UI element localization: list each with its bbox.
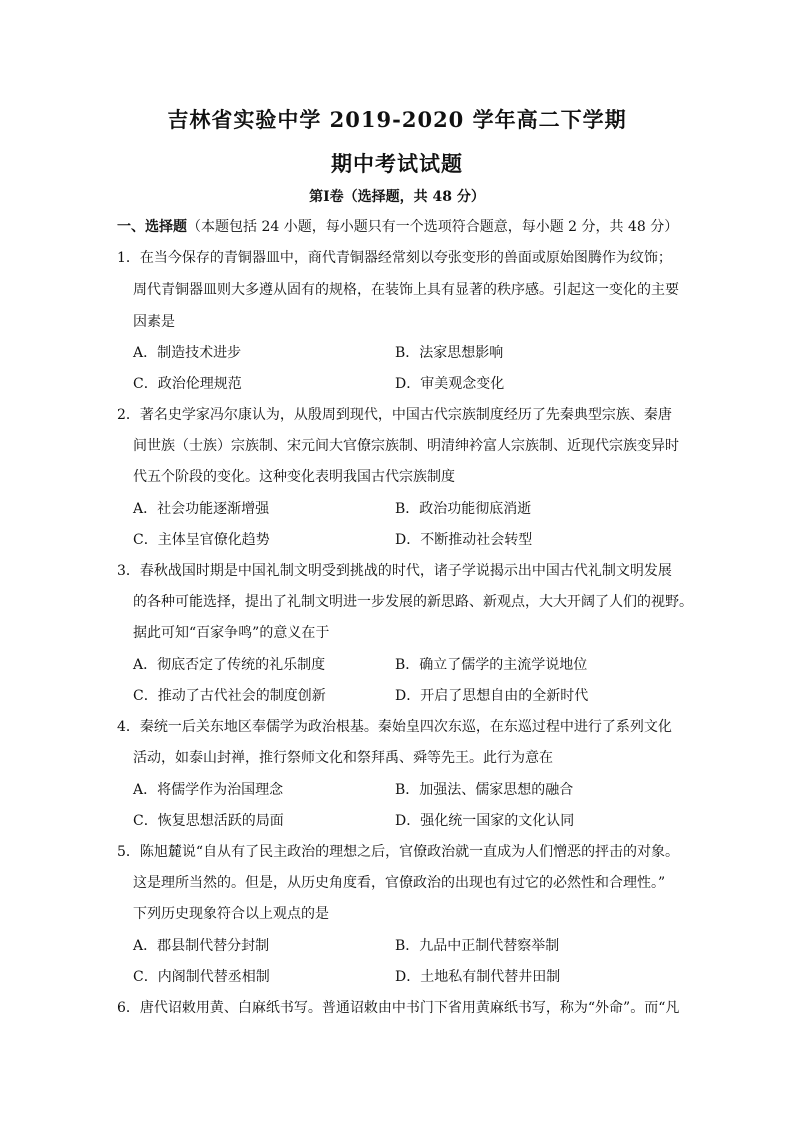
question-5-option-a: A．郡县制代替分封制 (133, 938, 270, 954)
question-2-line-3: 代五个阶段的变化。这种变化表明我国古代宗族制度 (133, 469, 455, 485)
part-title: 第Ⅰ卷（选择题，共 48 分） (309, 189, 485, 205)
section-heading (117, 216, 757, 236)
question-4-line-2: 活动，如泰山封禅，推行祭师文化和祭拜禹、舜等先王。此行为意在 (133, 750, 553, 766)
section-instruction: （本题包括 24 小题，每小题只有一个选项符合题意，每小题 2 分，共 48 分） (187, 219, 679, 235)
question-4-option-d: D．强化统一国家的文化认同 (395, 813, 575, 829)
section-label: 一、选择题 (117, 219, 187, 235)
question-1-option-a: A．制造技术进步 (133, 345, 242, 361)
question-3-line-2: 的各种可能选择，提出了礼制文明进一步发展的新思路、新观点，大大开阔了人们的视野。 (133, 594, 693, 610)
question-4-option-b: B．加强法、儒家思想的融合 (395, 782, 574, 798)
question-5-line-2: 这是理所当然的。但是，从历史角度看，官僚政治的出现也有过它的必然性和合理性。” (133, 875, 666, 891)
question-5-option-c: C．内阁制代替丞相制 (133, 969, 270, 985)
question-3-line-1: 3．春秋战国时期是中国礼制文明受到挑战的时代，诸子学说揭示出中国古代礼制文明发展 (117, 563, 672, 579)
question-5-line-3: 下列历史现象符合以上观点的是 (133, 906, 329, 922)
exam-subtitle: 期中考试试题 (331, 151, 463, 176)
question-1-option-b: B．法家思想影响 (395, 345, 504, 361)
question-6-line-1: 6．唐代诏敕用黄、白麻纸书写。普通诏敕由中书门下省用黄麻纸书写，称为“外命”。而“凡 (117, 1000, 680, 1016)
question-3-option-b: B．确立了儒学的主流学说地位 (395, 657, 588, 673)
question-2-option-b: B．政治功能彻底消逝 (395, 501, 532, 517)
question-2-option-c: C．主体呈官僚化趋势 (133, 532, 270, 548)
question-4-option-a: A．将儒学作为治国理念 (133, 782, 284, 798)
question-2-option-d: D．不断推动社会转型 (395, 532, 533, 548)
question-2-line-1: 2．著名史学家冯尔康认为，从殷周到现代，中国古代宗族制度经历了先秦典型宗族、秦唐 (117, 407, 672, 423)
question-4-line-1: 4．秦统一后关东地区奉儒学为政治根基。秦始皇四次东巡，在东巡过程中进行了系列文化 (117, 719, 672, 735)
question-2-line-2: 间世族（士族）宗族制、宋元间大官僚宗族制、明清绅衿富人宗族制、近现代宗族变异时 (133, 438, 679, 454)
question-5-line-1: 5．陈旭麓说“自从有了民主政治的理想之后，官僚政治就一直成为人们憎恶的抨击的对象。 (117, 844, 680, 860)
question-1-line-2: 周代青铜器皿则大多遵从固有的规格，在装饰上具有显著的秩序感。引起这一变化的主要 (133, 282, 679, 298)
question-5-option-d: D．土地私有制代替井田制 (395, 969, 561, 985)
question-3-option-a: A．彻底否定了传统的礼乐制度 (133, 657, 326, 673)
question-3-option-d: D．开启了思想自由的全新时代 (395, 688, 589, 704)
question-1-line-3: 因素是 (133, 314, 175, 330)
question-3-option-c: C．推动了古代社会的制度创新 (133, 688, 326, 704)
exam-title: 吉林省实验中学 2019-2020 学年高二下学期 (167, 107, 627, 132)
question-2-option-a: A．社会功能逐渐增强 (133, 501, 270, 517)
question-4-option-c: C．恢复思想活跃的局面 (133, 813, 284, 829)
question-5-option-b: B．九品中正制代替察举制 (395, 938, 560, 954)
question-3-line-3: 据此可知“百家争鸣”的意义在于 (133, 625, 330, 641)
question-1-line-1: 1．在当今保存的青铜器皿中，商代青铜器经常刻以夸张变形的兽面或原始图腾作为纹饰； (117, 250, 672, 266)
question-1-option-c: C．政治伦理规范 (133, 376, 242, 392)
question-1-option-d: D．审美观念变化 (395, 376, 505, 392)
